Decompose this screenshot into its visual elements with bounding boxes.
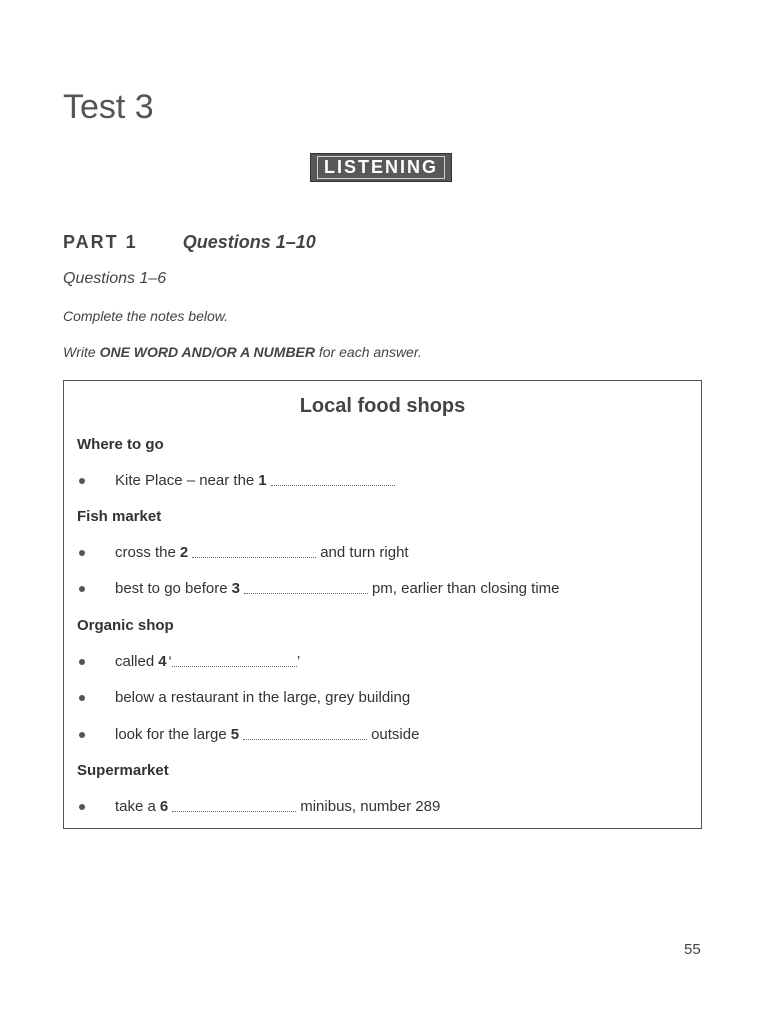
note-item [77,580,560,597]
answer-blank-4[interactable] [172,666,297,667]
section-heading-where-to-go: Where to go [77,436,164,453]
bullet-icon [79,586,85,592]
instruction-complete: Complete the notes below. [63,308,228,324]
note-text: and turn right [320,544,409,561]
note-item [77,689,410,706]
note-item [77,544,409,561]
note-text: outside [371,726,420,743]
section-heading-fish-market: Fish market [77,508,162,525]
part-label: PART 1 [63,232,138,252]
note-text: below a restaurant in the large, grey building [115,689,411,706]
question-number: 4 [158,653,167,670]
section-heading-supermarket: Supermarket [77,762,169,779]
section-badge-label: LISTENING [317,156,445,179]
page-number: 55 [684,941,701,958]
note-text: pm, earlier than closing time [371,580,560,597]
note-text: look for the large [115,726,227,743]
bullet-icon [79,478,85,484]
open-quote: ‘ [168,653,172,670]
bullet-icon [79,695,85,701]
note-text: minibus, number 289 [300,798,441,815]
bullet-icon [79,804,85,810]
question-number: 1 [258,472,267,489]
note-item [77,472,399,489]
page-title: Test 3 [63,88,154,126]
instruction-prefix: Write [63,344,100,360]
answer-blank-6[interactable] [172,811,296,812]
notes-title: Local food shops [299,395,466,417]
answer-blank-5[interactable] [243,739,367,740]
bullet-icon [79,659,85,665]
note-text: cross the [115,544,176,561]
section-badge [310,153,452,182]
bullet-icon [79,550,85,556]
section-heading-organic-shop: Organic shop [77,617,174,634]
answer-blank-1[interactable] [271,485,395,486]
note-text: called [115,653,155,670]
sub-questions-heading: Questions 1–6 [63,270,167,287]
question-number: 3 [231,580,240,597]
bullet-icon [79,732,85,738]
note-item [77,798,440,815]
answer-blank-3[interactable] [244,593,368,594]
question-number: 6 [159,798,169,815]
part-questions: Questions 1–10 [182,232,316,252]
note-item [77,653,300,670]
instruction-suffix: for each answer. [315,344,422,360]
question-number: 5 [230,726,240,743]
close-quote: ’ [296,653,301,670]
instruction-word-limit [63,344,422,360]
note-item [77,726,419,743]
note-text: take a [115,798,156,815]
instruction-word-limit-bold: ONE WORD AND/OR A NUMBER [99,344,315,360]
question-number: 2 [179,544,189,561]
note-text: best to go before [115,580,228,597]
note-text: Kite Place – near the [115,472,255,489]
answer-blank-2[interactable] [192,557,316,558]
notes-box [63,380,702,829]
part-heading [63,232,316,253]
